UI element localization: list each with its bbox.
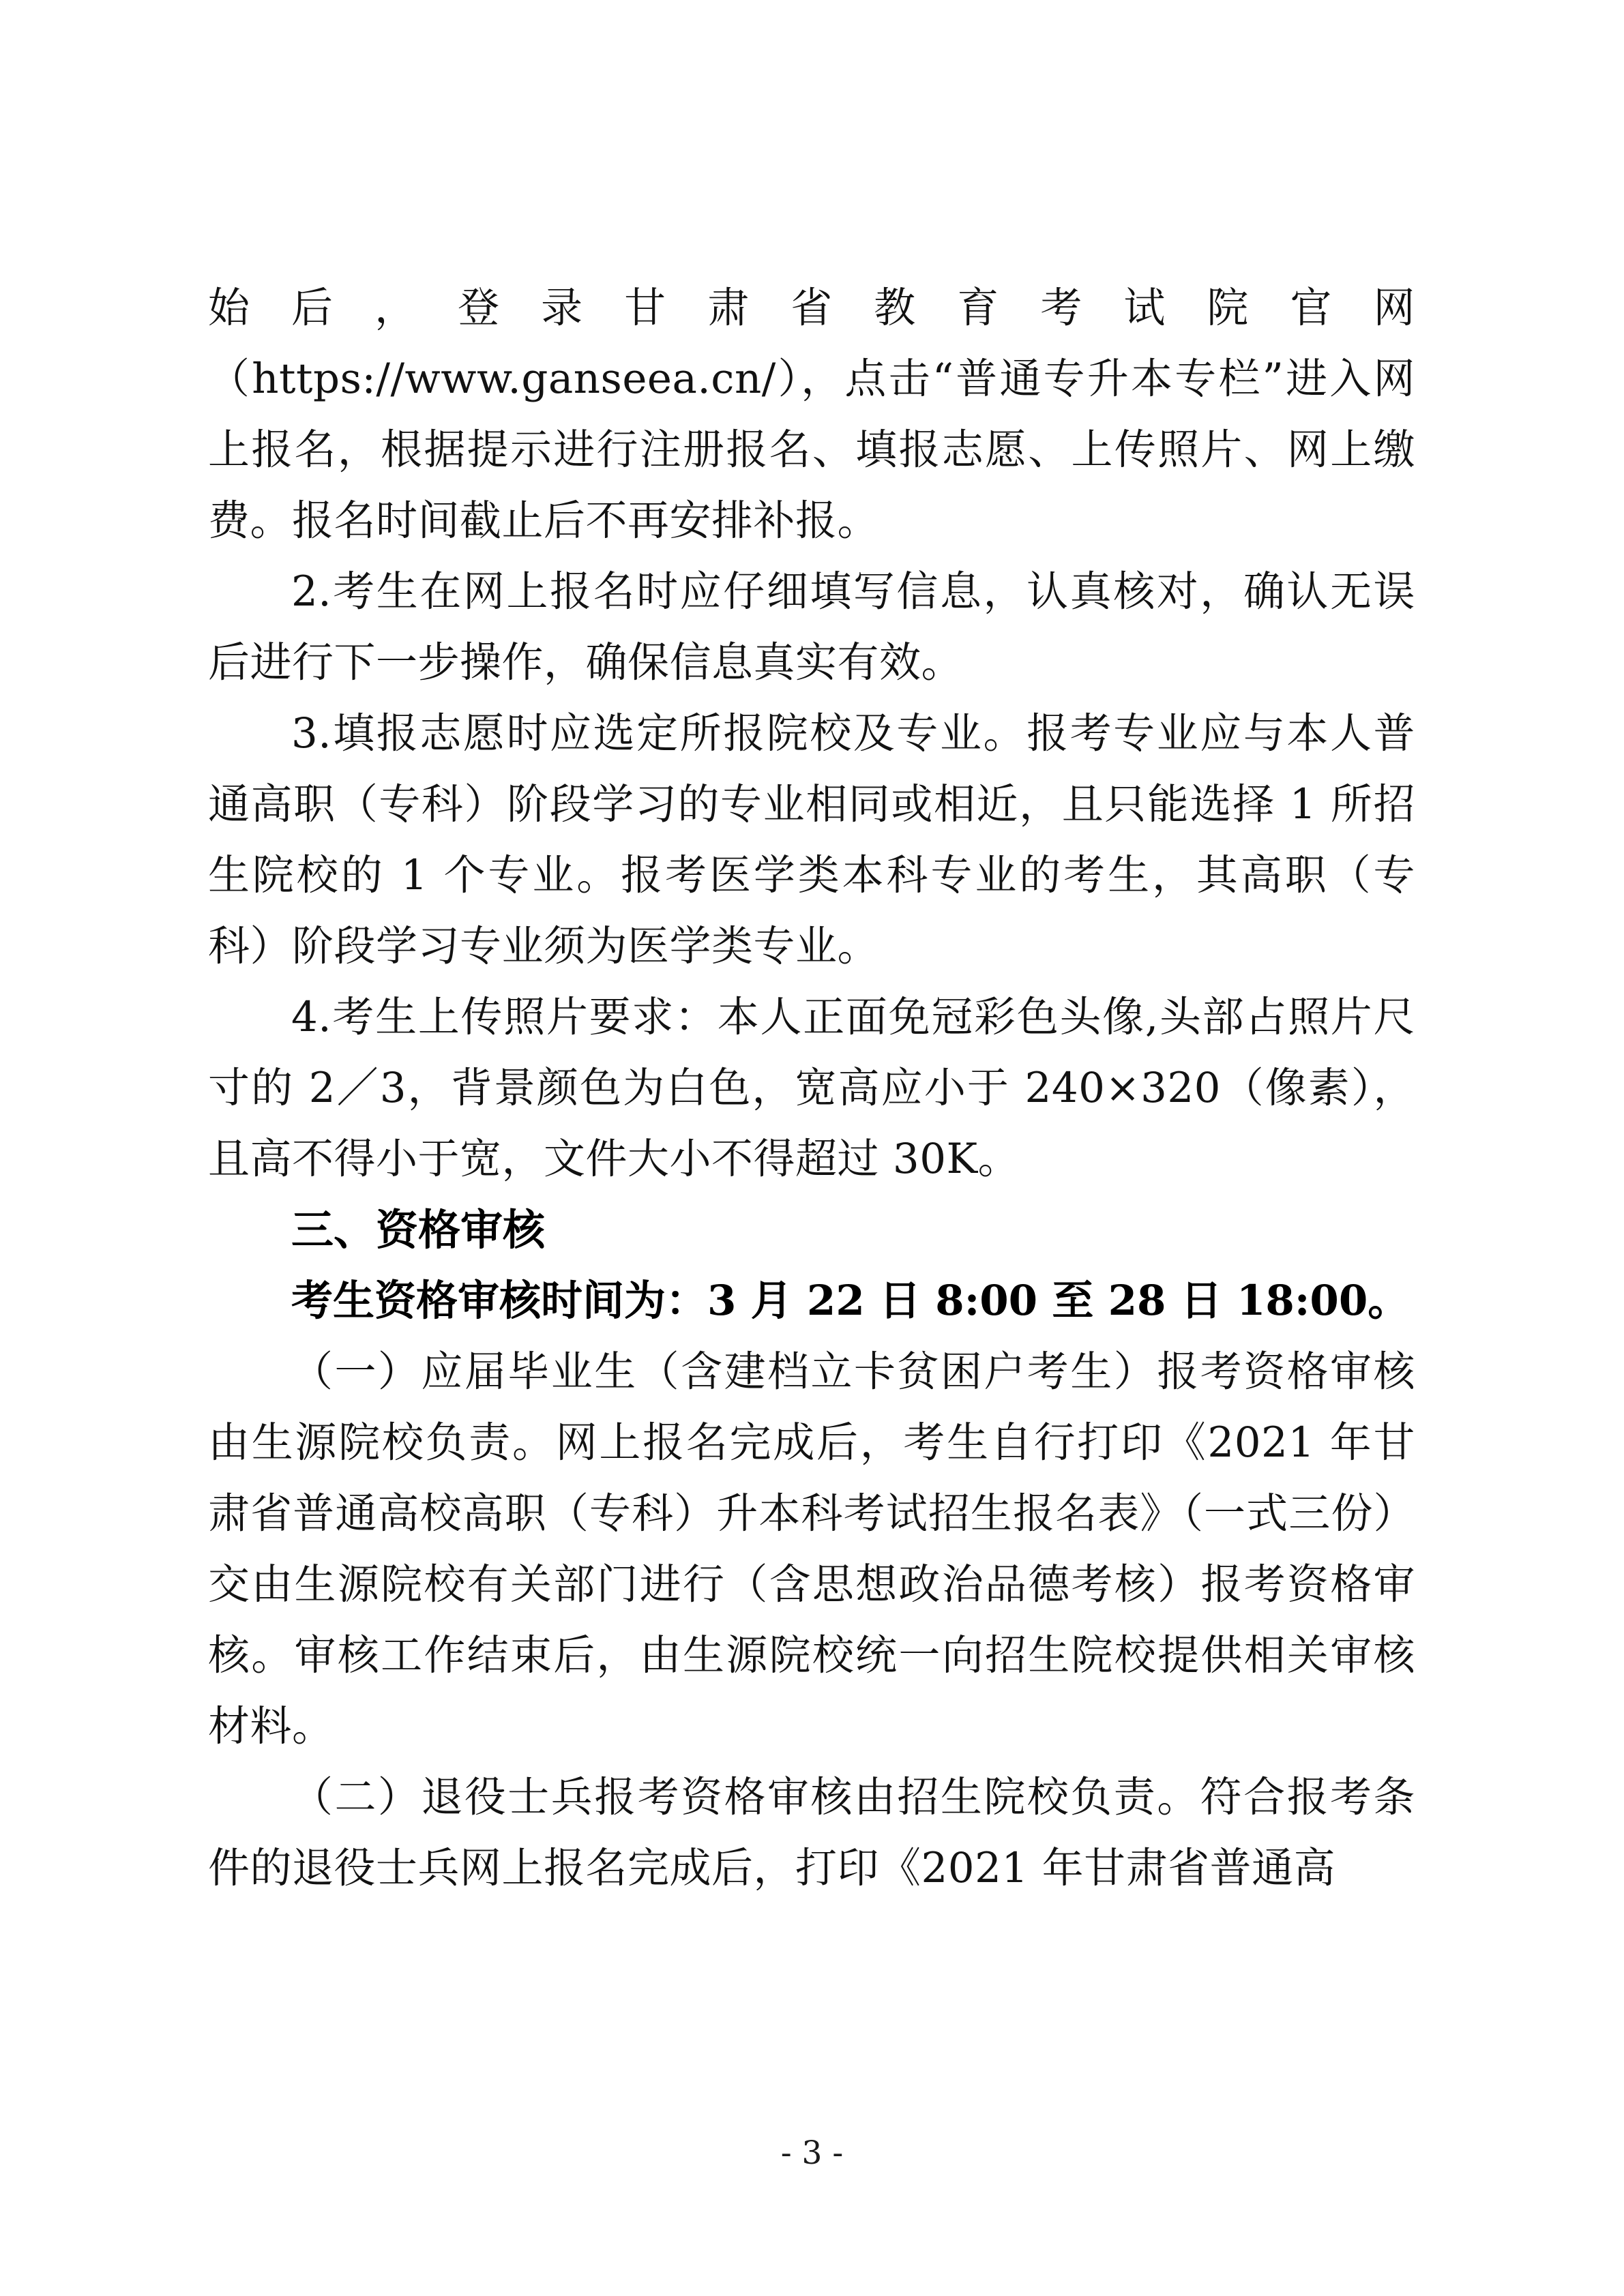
paragraph-item-2: 2.考生在网上报名时应仔细填写信息，认真核对，确认无误后进行下一步操作，确保信息真实有效。 [208,567,1415,687]
review-time-subheading: 考生资格审核时间为：3 月 22 日 8:00 至 28 日 18:00。 [291,1277,1410,1325]
paragraph-item-3: 3.填报志愿时应选定所报院校及专业。报考专业应与本人普通高职（专科）阶段学习的专业相同或相近，且只能选择 1 所招生院校的 1 个专业。报考医学类本科专业的考生，其高职（专科）阶段学习专业须为医学类专业。 [208,709,1415,970]
paragraph-item-one: （一）应届毕业生（含建档立卡贫困户考生）报考资格审核由生源院校负责。网上报名完成后，考生自行打印《2021 年甘肃省普通高校高职（专科）升本科考试招生报名表》（一式三份）交由生源院校有关部门进行（含思想政治品德考核）报考资格审核。审核工作结束后，由生源院校统一向招生院校提供相关审核材料。 [208,1347,1415,1750]
paragraph-continued: 始后，登录甘肃省教育考试院官网（https://www.ganseea.cn/），点击“普通专升本专栏”进入网上报名，根据提示进行注册报名、填报志愿、上传照片、网上缴费。报名时间截止后不再安排补报。 [208,284,1415,545]
paragraph-item-4: 4.考生上传照片要求：本人正面免冠彩色头像,头部占照片尺寸的 2／3，背景颜色为白色，宽高应小于 240×320（像素），且高不得小于宽，文件大小不得超过 30K。 [208,993,1415,1183]
document-body [208,273,1415,1904]
page-number: - 3 - [780,2134,844,2172]
section-heading-three: 三、资格审核 [291,1205,546,1255]
paragraph-item-two: （二）退役士兵报考资格审核由招生院校负责。符合报考条件的退役士兵网上报名完成后，打印《2021 年甘肃省普通高 [208,1773,1415,1892]
